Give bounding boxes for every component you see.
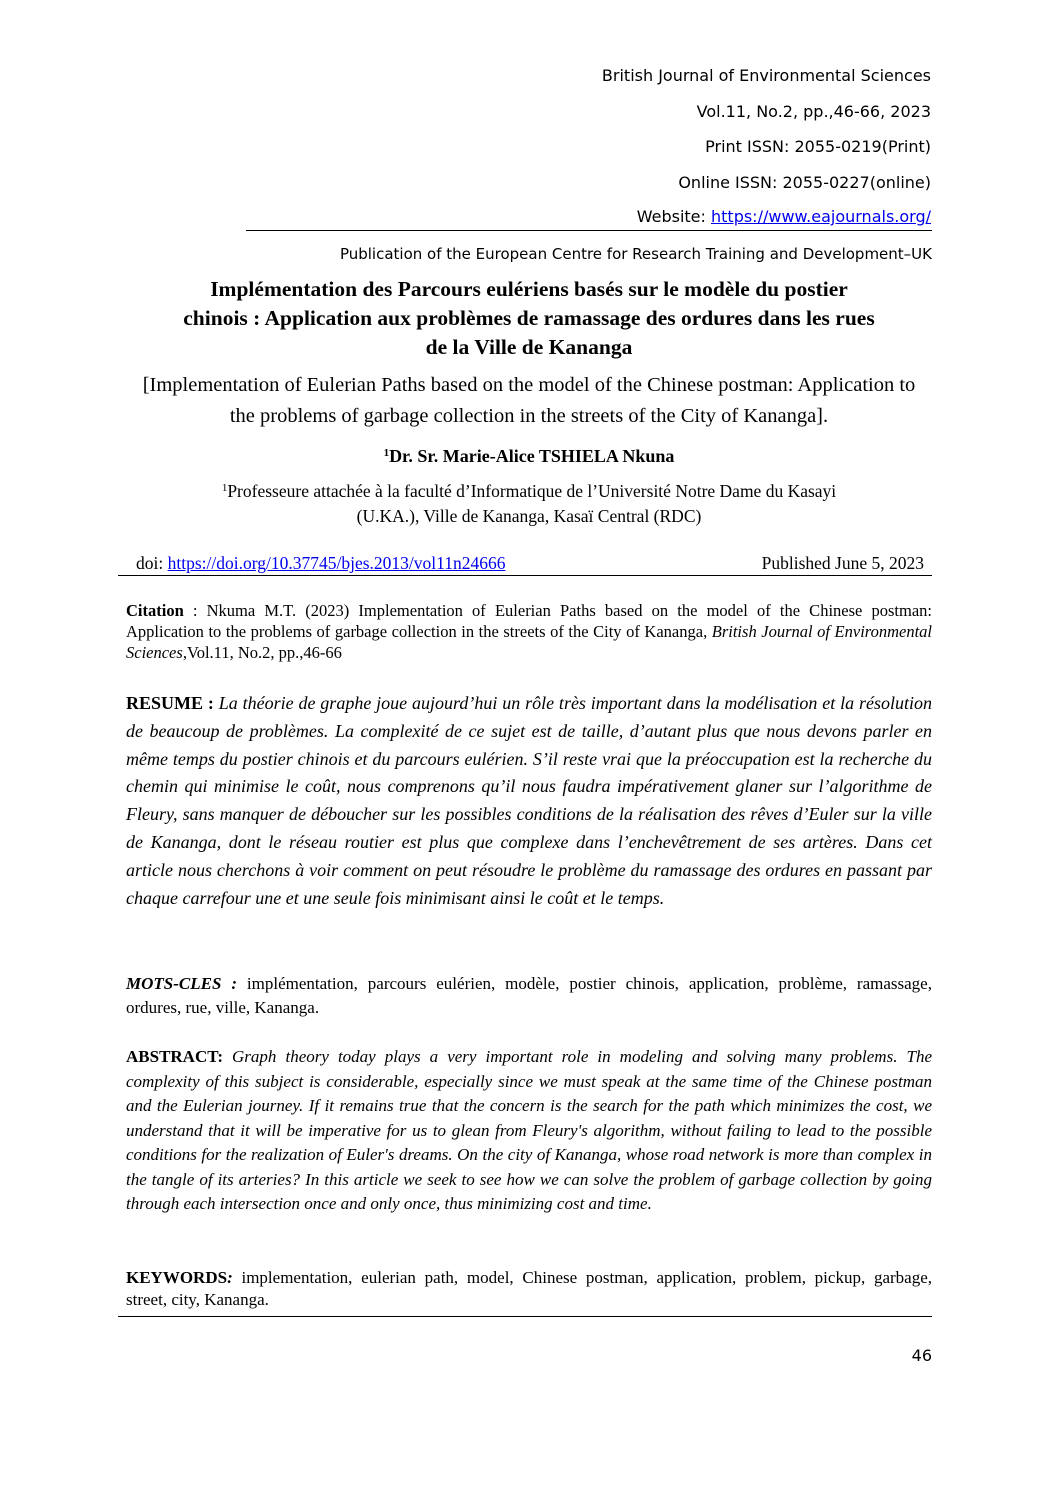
title-line: Implémentation des Parcours eulériens basés sur le modèle du postier — [210, 277, 848, 301]
keywords-label: KEYWORDS — [126, 1268, 228, 1287]
doi-link[interactable]: https://doi.org/10.37745/bjes.2013/vol11n24666 — [167, 553, 506, 573]
doi — [136, 551, 505, 575]
citation-journal: British Journal of Environmental Sciences — [126, 622, 932, 662]
citation — [126, 600, 932, 663]
keywords-colon: : — [227, 1268, 242, 1287]
publisher-line: Publication of the European Centre for Research Training and Development–UK — [339, 245, 932, 263]
footer-divider — [118, 1316, 932, 1317]
citation-tail: ,Vol.11, No.2, pp.,46-66 — [182, 643, 342, 662]
keywords-section — [126, 1267, 932, 1311]
title-line: chinois : Application aux problèmes de ramassage des ordures dans les rues — [183, 306, 875, 330]
author-superscript: 1 — [383, 447, 390, 459]
author — [0, 444, 1058, 468]
published-date: Published June 5, 2023 — [761, 553, 924, 573]
affiliation-line: Professeure attachée à la faculté d’Informatique de l’Université Notre Dame du Kasayi — [227, 481, 837, 501]
affiliation-superscript: 1 — [221, 482, 228, 494]
volume-info: Vol.11, No.2, pp.,46-66, 2023 — [696, 102, 931, 121]
website-link[interactable]: https://www.eajournals.org/ — [711, 207, 931, 226]
abstract-text: Graph theory today plays a very important role in modeling and solving many problems. The complexity of this subject is considerable, especially since we must speak at the same time of the Chinese postman and the Eulerian journey. If it remains true that the concern is the search for the path which minimizes the cost, we understand that it will be imperative for us to glean from Fleury's algorithm, without failing to lead to the possible conditions for the realization of Euler's dreams. On the city of Kananga, whose road network is more than complex in the tangle of its arteries? In this article we seek to see how we can solve the problem of garbage collection by going through each intersection once and only once, thus minimizing cost and time. — [126, 1047, 932, 1213]
resume-text: La théorie de graphe joue aujourd’hui un rôle très important dans la modélisation et la résolution de beaucoup de problèmes. La complexité de ce sujet est de taille, d’autant plus que nous devons parler en même temps du postier chinois et du parcours eulérien. S’il reste vrai que la préoccupation est la recherche du chemin qui minimise le coût, nous comprenons qu’il nous faudra impérativement glaner sur l’algorithme de Fleury, sans manquer de déboucher sur les possibles conditions de la réalisation des rêves d’Euler sur la ville de Kananga, dont le réseau routier est plus que complexe dans l’enchevêtrement de ses artères. Dans cet article nous cherchons à voir comment on peut résoudre le problème du ramassage des ordures en passant par chaque carrefour une et une seule fois minimisant ainsi le coût et le temps. — [126, 693, 932, 908]
english-title-line: the problems of garbage collection in the streets of the City of Kananga]. — [229, 405, 829, 427]
author-name: Dr. Sr. Marie-Alice TSHIELA Nkuna — [389, 446, 675, 466]
paper-title — [120, 275, 938, 362]
abstract-label: ABSTRACT: — [126, 1047, 233, 1066]
page-number: 46 — [911, 1346, 932, 1365]
doi-row — [118, 551, 932, 576]
title-line: de la Ville de Kananga — [425, 335, 633, 359]
resume-section — [126, 690, 932, 912]
online-issn: Online ISSN: 2055-0227(online) — [678, 173, 931, 192]
doi-label: doi: — [136, 553, 168, 573]
english-title — [80, 370, 978, 432]
english-title-line: [Implementation of Eulerian Paths based on the model of the Chinese postman: Application to — [142, 374, 916, 396]
keywords-text: implementation, eulerian path, model, Chinese postman, application, problem, pickup, garbage, street, city, Kananga. — [126, 1268, 932, 1309]
print-issn: Print ISSN: 2055-0219(Print) — [705, 137, 931, 156]
header-divider — [246, 230, 932, 231]
affiliation-line: (U.KA.), Ville de Kananga, Kasaï Central (RDC) — [356, 506, 702, 526]
mots-cles-text: implémentation, parcours eulérien, modèle, postier chinois, application, problème, ramassage, ordures, rue, ville, Kananga. — [126, 974, 932, 1017]
journal-name: British Journal of Environmental Sciences — [601, 66, 931, 85]
website-line — [637, 207, 931, 227]
abstract-section — [126, 1045, 932, 1217]
resume-label: RESUME : — [126, 693, 219, 713]
citation-label: Citation — [126, 601, 184, 620]
affiliation — [100, 479, 958, 529]
website-label: Website: — [636, 207, 711, 226]
citation-text: : Nkuma M.T. (2023) Implementation of Eulerian Paths based on the model of the Chinese postman: Application to the problems of garbage collection in the streets of the City of Kananga, — [126, 601, 932, 641]
mots-cles-section — [126, 972, 932, 1020]
mots-cles-label: MOTS-CLES : — [126, 974, 247, 993]
